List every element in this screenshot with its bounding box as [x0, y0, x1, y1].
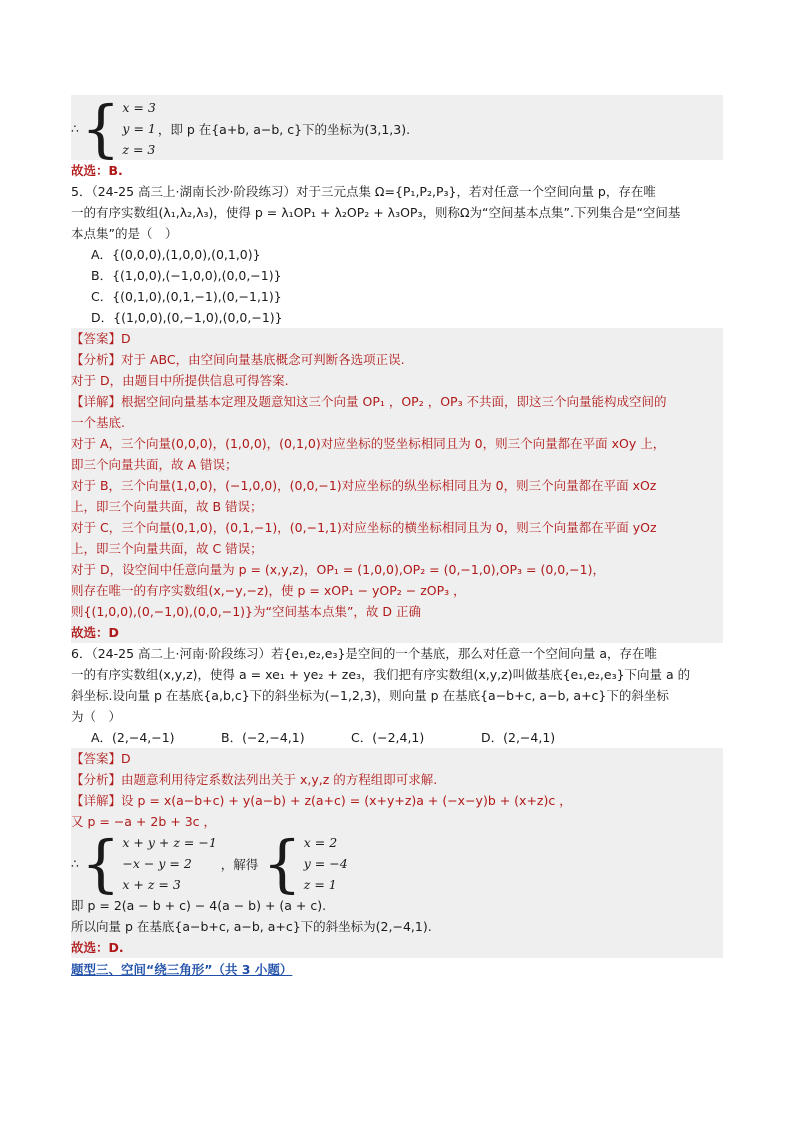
system-line: −x − y = 2	[122, 856, 192, 871]
q5-analysis: 对于 D，由题目中所提供信息可得答案.	[71, 373, 289, 388]
q5-solution-block	[71, 328, 723, 643]
q6-choose: 故选：D.	[71, 940, 124, 955]
therefore-symbol: ∴	[71, 856, 79, 871]
system-line: x = 2	[303, 835, 338, 850]
system-lines	[122, 832, 216, 895]
q6-option-b: B．(−2,−4,1)	[221, 730, 305, 745]
q5-detail-line: 则{(1,0,0),(0,−1,0),(0,0,−1)}为“空间基本点集”，故 D 正确	[71, 604, 422, 619]
q5-detail-line: 即三个向量共面，故 A 错误；	[71, 457, 238, 472]
q6-detail-line: 又 p = −a + 2b + 3c ，	[71, 814, 216, 829]
q6-analysis: 【分析】由题意利用待定系数法列出关于 x,y,z 的方程组即可求解.	[71, 772, 438, 787]
system-line: y = −4	[303, 856, 348, 871]
q5-stem-line: 一的有序实数组(λ₁,λ₂,λ₃)，使得 p = λ₁OP₁ + λ₂OP₂ + λ₃OP₃，则称Ω为“空间基本点集”.下列集合是“空间基	[71, 205, 681, 220]
solve-text: ，解得	[220, 856, 259, 872]
q5-option-b: B．{(1,0,0),(−1,0,0),(0,0,−1)}	[91, 268, 282, 283]
question-5	[71, 181, 723, 328]
q5-option-d: D．{(1,0,0),(0,−1,0),(0,0,−1)}	[91, 310, 283, 325]
q5-option-c: C．{(0,1,0),(0,1,−1),(0,−1,1)}	[91, 289, 282, 304]
q5-answer: 【答案】D	[71, 331, 131, 346]
system-line: z = 3	[122, 142, 156, 157]
document-page	[71, 91, 723, 980]
q5-detail-line: 对于 C，三个向量(0,1,0)，(0,1,−1)，(0,−1,1)对应坐标的横坐标相同且为 0，则三个向量都在平面 yOz	[71, 520, 657, 535]
q5-detail-line: 【详解】根据空间向量基本定理及题意知这三个向量 OP₁ ，OP₂ ，OP₃ 不共面，即这三个向量能构成空间的	[71, 394, 667, 409]
q6-detail-line: 所以向量 p 在基底{a−b+c, a−b, a+c}下的斜坐标为(2,−4,1).	[71, 919, 432, 934]
left-brace: {	[262, 826, 302, 900]
q6-solution-block	[71, 748, 723, 958]
q5-analysis: 【分析】对于 ABC，由空间向量基底概念可判断各选项正误.	[71, 352, 405, 367]
q5-detail-line: 对于 B，三个向量(1,0,0)，(−1,0,0)，(0,0,−1)对应坐标的纵坐标相同且为 0，则三个向量都在平面 xOz	[71, 478, 657, 493]
choose-line: 故选：B.	[71, 163, 123, 178]
system-line: x = 3	[122, 100, 156, 115]
system-lines	[304, 832, 348, 895]
q5-stem-line: 本点集”的是（ ）	[71, 226, 178, 241]
q6-detail-line: 【详解】设 p = x(a−b+c) + y(a−b) + z(a+c) = (x+y+z)a + (−x−y)b + (x+z)c ，	[71, 793, 572, 808]
q6-equation-systems	[71, 826, 723, 900]
system-line: z = 1	[303, 877, 337, 892]
section-heading: 题型三、空间“绕三角形”（共 3 小题）	[71, 962, 293, 977]
q6-answer: 【答案】D	[71, 751, 131, 766]
left-brace: {	[80, 826, 121, 900]
q5-choose: 故选：D	[71, 625, 119, 640]
q6-option-c: C．(−2,4,1)	[351, 730, 425, 745]
left-brace: {	[80, 91, 121, 165]
q5-detail-line: 一个基底.	[71, 415, 125, 430]
q5-detail-line: 上，即三个向量共面，故 B 错误；	[71, 499, 263, 514]
system-line: y = 1	[122, 121, 156, 136]
question-6	[71, 643, 723, 748]
q6-stem-line: 斜坐标.设向量 p 在基底{a,b,c}下的斜坐标为(−1,2,3)，则向量 p 在基底{a−b+c, a−b, a+c}下的斜坐标	[71, 688, 669, 703]
q5-stem-line: 5．（24-25 高三上·湖南长沙·阶段练习）对于三元点集 Ω={P₁,P₂,P₃}，若对任意一个空间向量 p，存在唯	[71, 184, 656, 199]
therefore-symbol: ∴	[71, 121, 79, 136]
q6-stem-line: 一的有序实数组(x,y,z)，使得 a = xe₁ + ye₂ + ze₃，我们把有序实数组(x,y,z)叫做基底{e₁,e₂,e₃}下向量 a 的	[71, 667, 691, 682]
q6-stem-line: 6．（24-25 高二上·河南·阶段练习）若{e₁,e₂,e₃}是空间的一个基底，那么对任意一个空间向量 a，存在唯	[71, 646, 658, 661]
system-result	[71, 91, 723, 165]
q5-detail-line: 则存在唯一的有序实数组(x,−y,−z)，使 p = xOP₁ − yOP₂ − zOP₃ ，	[71, 583, 466, 598]
q6-detail-line: 即 p = 2(a − b + c) − 4(a − b) + (a + c).	[71, 898, 327, 913]
q6-stem-line: 为（ ）	[71, 709, 122, 724]
q6-options-row	[71, 727, 723, 748]
system-line: x + y + z = −1	[122, 835, 217, 850]
q5-detail-line: 对于 A，三个向量(0,0,0)，(1,0,0)，(0,1,0)对应坐标的竖坐标相同且为 0，则三个向量都在平面 xOy 上，	[71, 436, 666, 451]
q5-detail-line: 对于 D，设空间中任意向量为 p = (x,y,z)，OP₁ = (1,0,0),OP₂ = (0,−1,0),OP₃ = (0,0,−1)，	[71, 562, 605, 577]
conclusion-text: ，即 p 在{a+b, a−b, c}下的坐标为(3,1,3).	[157, 121, 411, 137]
system-line: x + z = 3	[122, 877, 181, 892]
q6-option-a: A．(2,−4,−1)	[91, 730, 175, 745]
top-solution-block	[71, 91, 723, 165]
system-lines	[122, 97, 155, 160]
q5-detail-line: 上，即三个向量共面，故 C 错误；	[71, 541, 263, 556]
q5-option-a: A．{(0,0,0),(1,0,0),(0,1,0)}	[91, 247, 261, 262]
q6-option-d: D．(2,−4,1)	[481, 730, 556, 745]
